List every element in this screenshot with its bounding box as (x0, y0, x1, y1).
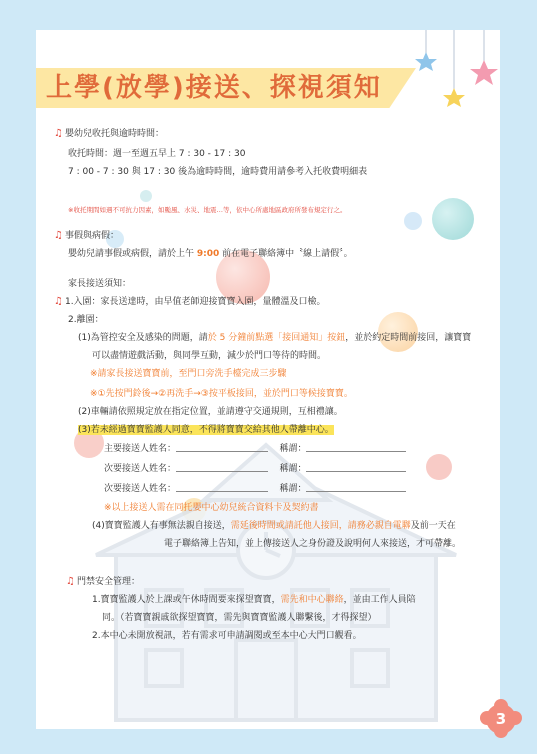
pickup-item-2-3: (3)若未經過寶寶監護人同意，不得將寶寶交給其他人帶離中心。 (78, 425, 334, 435)
page-number: 3 (486, 704, 516, 734)
pickup-item-2-4: (4)寶寶監護人有事無法親自接送，需延後時間或請託他人接回，請務必親自電聯及前一天在 (92, 521, 456, 531)
pickup-item-2-1: (1)為管控安全及感染的問題，請於 5 分鐘前點選「接回通知」按鈕，並於約定時間前接回，讓寶寶 (78, 333, 472, 343)
pickup-item-2-4-cont: 電子聯絡簿上告知，並上傳接送人之身份證及說明何人來接送，才可帶離。 (164, 539, 462, 549)
secondary-name-field-1[interactable] (176, 462, 268, 472)
form-row-secondary-1: 次要接送人姓名： 稱謂： (104, 462, 406, 475)
music-note-icon: ♫ (54, 128, 63, 139)
access-item-1: 1.寶寶監護人於上課或午休時間要來探望寶寶，需先和中心聯絡，並由工作人員陪 (92, 595, 416, 605)
secondary-name-field-2[interactable] (176, 482, 268, 492)
section-heading-leave: ♫ 事假與病假： (54, 230, 119, 241)
hours-text: 收托時間：週一至週五早上 7 : 30 - 17 : 30 (68, 149, 246, 159)
pickup-item-2: 2.離園： (68, 315, 104, 325)
pickup-item-2-2: (2)車輛請依照規定放在指定位置，並請遵守交通規則，互相禮讓。 (78, 407, 343, 417)
form-row-secondary-2: 次要接送人姓名： 稱謂： (104, 482, 406, 495)
pickup-note-2: ※①先按門鈴後→②再洗手→③按平板接回，並於門口等候接寶寶。 (90, 389, 353, 399)
form-row-primary: 主要接送人姓名： 稱謂： (104, 442, 406, 455)
hanging-stars-decoration (406, 30, 500, 120)
secondary-relation-field-2[interactable] (306, 482, 406, 492)
force-majeure-note: ※收托期間如遇不可抗力因素，如颱風、水災、地震…等，依中心所處地區政府所發布規定行之。 (68, 206, 347, 214)
access-item-2: 2.本中心未開放視訊，若有需求可申請調閱或至本中心大門口觀看。 (92, 631, 362, 641)
pickup-note-1: ※請家長接送寶寶前，至門口旁洗手檯完成三步驟 (90, 369, 287, 379)
access-item-1-cont: 同。（若寶寶親戚欲探望寶寶，需先與寶寶監護人聯繫後，才得探望） (102, 613, 377, 623)
primary-relation-field[interactable] (306, 442, 406, 452)
pickup-item-1: ♫ 1.入園：家長送達時，由早值老師迎接寶寶入園，量體溫及口檢。 (54, 296, 326, 307)
pickup-item-2-1-cont: 可以盡情遊戲活動，與同學互動，減少於門口等待的時間。 (92, 351, 327, 361)
secondary-relation-field-1[interactable] (306, 462, 406, 472)
leave-deadline-time: 9:00 (196, 249, 220, 259)
primary-name-field[interactable] (176, 442, 268, 452)
page-title: 上學(放學)接送、探視須知 (46, 73, 382, 103)
leave-text: 嬰幼兒請事假或病假，請於上午 9:00 前在電子聯絡簿中〝線上請假〞。 (68, 249, 353, 259)
bottom-strip (0, 738, 537, 754)
music-note-icon: ♫ (66, 576, 75, 587)
overtime-text: 7 : 00 - 7 : 30 與 17 : 30 後為逾時時間，逾時費用請參考入托收費明細表 (68, 167, 368, 177)
music-note-icon: ♫ (54, 230, 63, 241)
music-note-icon: ♫ (54, 296, 63, 307)
section-heading-pickup: 家長接送須知： (68, 279, 132, 289)
document-page (36, 30, 500, 729)
section-heading-access: ♫ 門禁安全管理： (66, 576, 140, 587)
section-heading-hours: ♫ 嬰幼兒收托與逾時時間： (54, 128, 164, 139)
form-note: ※以上接送人需在同托嬰中心幼兒統合資料卡及契約書 (104, 503, 319, 513)
